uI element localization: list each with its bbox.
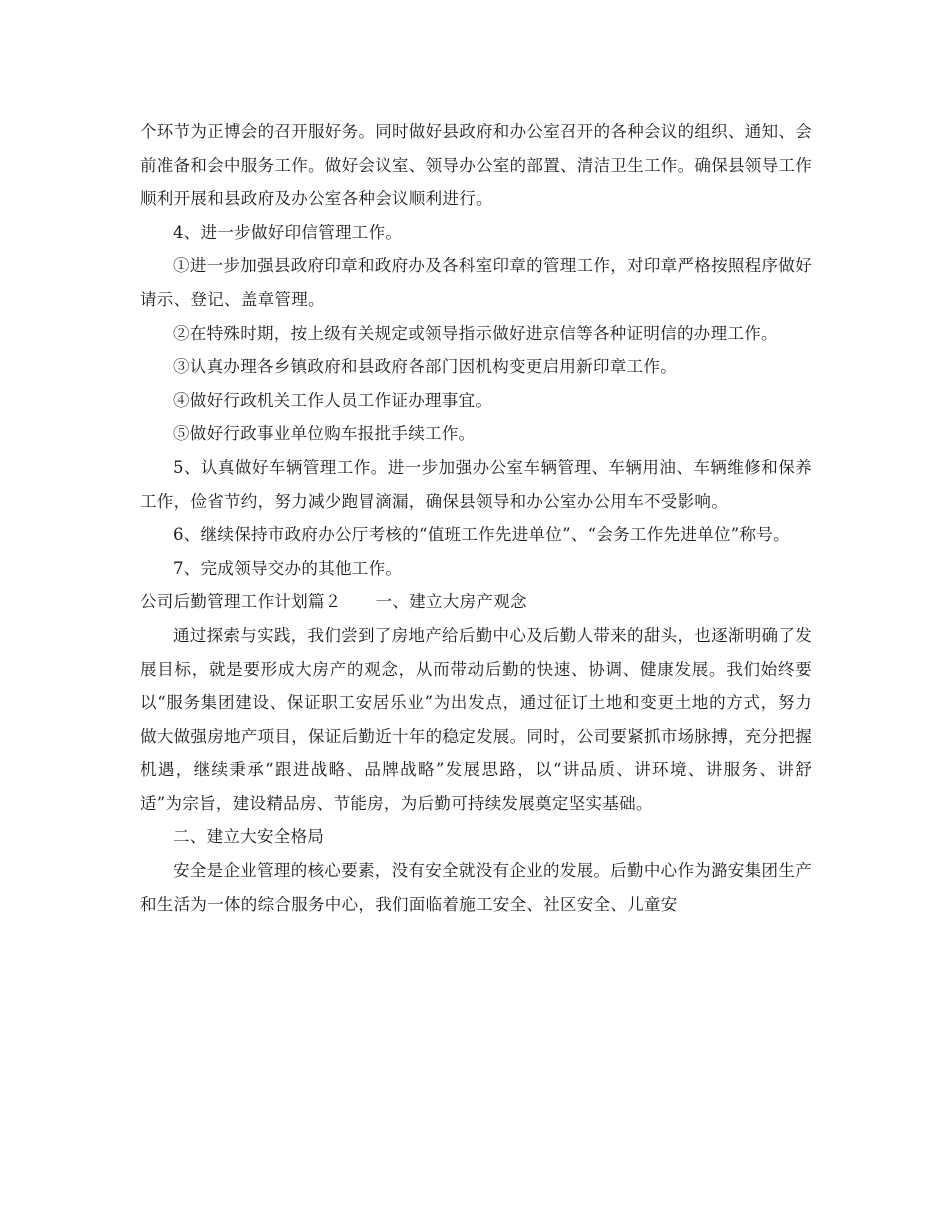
paragraph-seal-item-4: ④做好行政机关工作人员工作证办理事宜。 bbox=[173, 390, 493, 410]
paragraph-seal-management-heading: 4、进一步做好印信管理工作。 bbox=[173, 222, 403, 242]
paragraph-seal-item-1: ①进一步加强县政府印章和政府办及各科室印章的管理工作，对印章严格按照程序做好请示、登记、盖章管理。 bbox=[140, 256, 812, 309]
paragraph-real-estate: 通过探索与实践，我们尝到了房地产给后勤中心及后勤人带来的甜头，也逐渐明确了发展目标，就是要形成大房产的观念，从而带动后勤的快速、协调、健康发展。我们始终要以“服务集团建设、保证职工安居乐业”为出发点，通过征订土地和变更土地的方式，努力做大做强房地产项目，保证后勤近十年的稳定发展。同时，公司要紧抓市场脉搏，充分把握机遇，继续秉承“跟进战略、品牌战略”发展思路，以“讲品质、讲环境、讲服务、讲舒适”为宗旨，建设精品房、节能房，为后勤可持续发展奠定坚实基础。 bbox=[140, 625, 812, 813]
paragraph-seal-item-2: ②在特殊时期，按上级有关规定或领导指示做好进京信等各种证明信的办理工作。 bbox=[173, 323, 778, 343]
paragraph-advanced-unit-title: 6、继续保持市政府办公厅考核的“值班工作先进单位”、“会务工作先进单位”称号。 bbox=[173, 525, 790, 545]
paragraph-vehicle-management: 5、认真做好车辆管理工作。进一步加强办公室车辆管理、车辆用油、车辆维修和保养工作，俭省节约，努力减少跑冒滴漏，确保县领导和办公室办公用车不受影响。 bbox=[140, 457, 812, 511]
section-heading-title: 公司后勤管理工作计划篇２ bbox=[140, 592, 342, 612]
paragraph-safety-body: 安全是企业管理的核心要素，没有安全就没有企业的发展。后勤中心作为潞安集团生产和生活为一体的综合服务中心，我们面临着施工安全、社区安全、儿童安 bbox=[140, 861, 812, 914]
paragraph-safety-heading: 二、建立大安全格局 bbox=[173, 827, 325, 847]
paragraph-seal-item-5: ⑤做好行政事业单位购车报批手续工作。 bbox=[173, 424, 476, 444]
paragraph-seal-item-3: ③认真办理各乡镇政府和县政府各部门因机构变更启用新印章工作。 bbox=[173, 357, 677, 377]
section-heading bbox=[140, 585, 812, 619]
section-heading-subtitle: 一、建立大房产观念 bbox=[375, 592, 527, 612]
paragraph-other-tasks: 7、完成领导交办的其他工作。 bbox=[173, 558, 403, 578]
document-body bbox=[140, 115, 812, 921]
paragraph-meeting-service: 个环节为正博会的召开服好务。同时做好县政府和办公室召开的各种会议的组织、通知、会前准备和会中服务工作。做好会议室、领导办公室的部置、清洁卫生工作。确保县领导工作顺利开展和县政府及办公室各种会议顺利进行。 bbox=[140, 122, 812, 209]
